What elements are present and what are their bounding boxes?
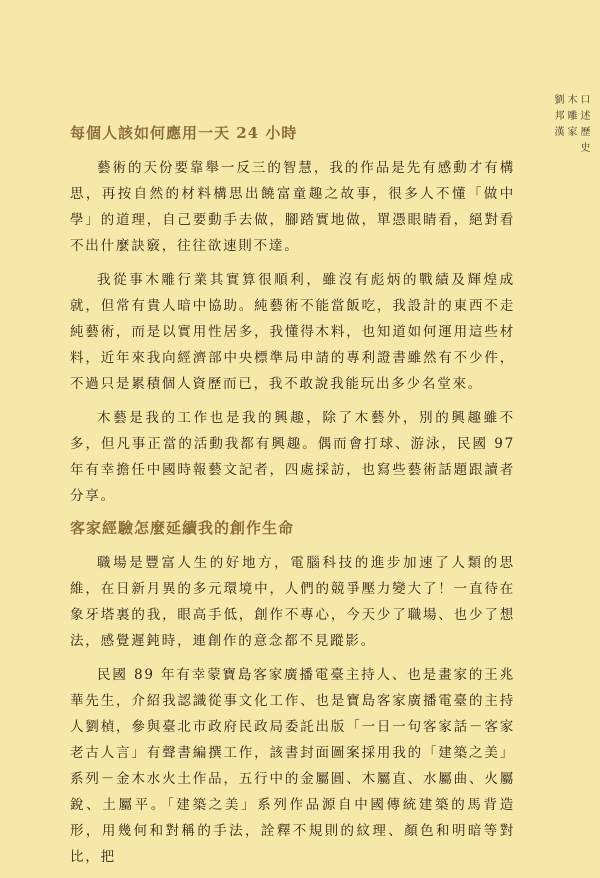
section-1-title: 每個人該如何應用一天 24 小時	[70, 124, 298, 142]
main-content	[70, 114, 515, 878]
side-vertical-metadata	[552, 94, 589, 274]
section-2-paragraph-2: 民國 89 年有幸蒙寶島客家廣播電臺主持人、也是畫家的王兆華先生，介紹我認識從事文化工作、也是寶島客家廣播電臺的主持人劉楨，參與臺北市政府民政局委託出版「一日一句客家話－客家老古人言」有聲書編撰工作，該書封面圖案採用我的「建築之美」系列－金木水火土作品，五行中的金屬圓、木屬直、水屬曲、火屬銳、土屬平。「建築之美」系列作品源自中國傳統建築的馬背造形，用幾何和對稱的手法，詮釋不規則的紋理、顏色和明暗等對比，把	[70, 666, 515, 865]
section-2-title: 客家經驗怎麼延續我的創作生命	[70, 518, 295, 537]
side-column-2: 木雕家	[565, 94, 576, 142]
section-2-paragraph-1: 職場是豐富人生的好地方，電腦科技的進步加速了人類的思維，在日新月異的多元環境中，人們的競爭壓力變大了！一直待在象牙塔裏的我，眼高手低，創作不專心，今天少了職場、也少了想法，感覺遲鈍時，連創作的意念都不見蹤影。	[70, 554, 515, 649]
section-1-paragraph-2: 我從事木雕行業其實算很順利，雖沒有彪炳的戰績及輝煌成就，但常有貴人暗中協助。純藝術不能當飯吃，我設計的東西不走純藝術，而是以實用性居多，我懂得木料，也知道如何運用這些材料，近年來我向經濟部中央標準局申請的專利證書雖然有不少件，不過只是累積個人資歷而已，我不敢說我能玩出多少名堂來。	[70, 271, 515, 392]
side-column-1: 口述歷史	[578, 94, 589, 158]
side-column-3: 劉邦漢	[552, 94, 563, 142]
section-1-paragraph-1: 藝術的天份要靠舉一反三的智慧，我的作品是先有感動才有構思，再按自然的材料構思出饒富童趣之故事，很多人不懂「做中學」的道理，自己要動手去做，腳踏實地做，單憑眼睛看，絕對看不出什麼訣竅，往往欲速則不達。	[70, 159, 515, 254]
section-hakka-experience	[70, 519, 515, 870]
section-daily-time-usage	[70, 124, 515, 509]
section-1-paragraph-3: 木藝是我的工作也是我的興趣，除了木藝外，別的興趣雖不多，但凡事正當的活動我都有興趣。偶而會打球、游泳，民國 97 年有幸擔任中國時報藝文記者，四處採訪，也寫些藝術話題跟讀者分享。	[70, 409, 515, 504]
